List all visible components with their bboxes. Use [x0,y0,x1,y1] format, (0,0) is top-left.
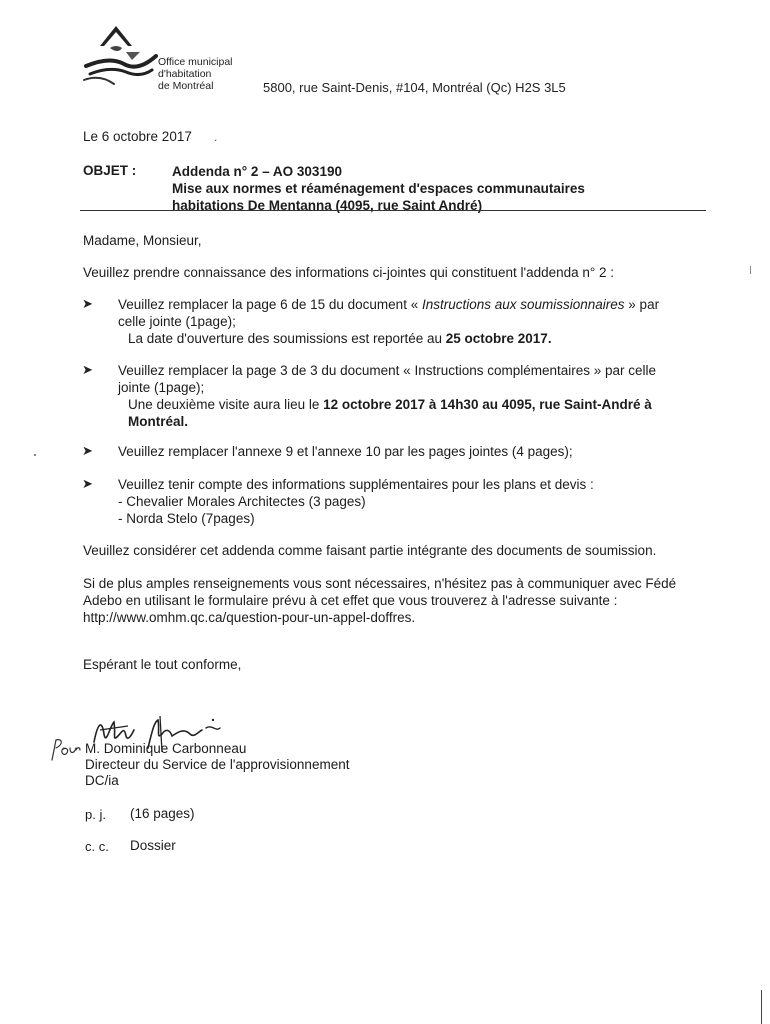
contact-paragraph: Si de plus amples renseignements vous sont nécessaires, n'hésitez pas à communiquer avec Fédé Adebo en utilisant le formulaire prévu à cet effet que vous trouverez à l'adresse suivante : http://www.omhm.qc.ca/question-pour-un-appel-doffres. [83,576,677,625]
salutation: Madame, Monsieur, [83,233,202,248]
arrow-bullet-icon: ➤ [82,443,93,458]
org-name-line: Office municipal [158,56,233,68]
bullet-item-4: Veuillez tenir compte des informations supplémentaires pour les plans et devis : - Chevalier Morales Architectes (3 pages) - Norda Stelo (7pages) [118,477,594,526]
subject-line: Addenda n° 2 – AO 303190 [172,164,342,179]
arrow-bullet-icon: ➤ [82,476,93,491]
omhm-logo-icon [80,22,162,94]
scan-speck: . [214,130,218,144]
handwritten-pour-mark-icon [48,736,82,762]
bullet-item-2: Veuillez remplacer la page 3 de 3 du document « Instructions complémentaires » par celle jointe (1page); Une deuxième visite aura lieu le 12 octobre 2017 à 14h30 au 4095, rue Saint-André à Montréal. [118,363,657,429]
closing-line: Espérant le tout conforme, [83,657,242,672]
organization-address: 5800, rue Saint-Denis, #104, Montréal (Qc) H2S 3L5 [263,80,566,95]
intro-paragraph: Veuillez prendre connaissance des informations ci-jointes qui constituent l'addenda n° 2 : [83,265,615,280]
bullet-item-1: Veuillez remplacer la page 6 de 15 du document « Instructions aux soumissionnaires » par celle jointe (1page); La date d'ouverture des soumissions est reportée au 25 octobre 2017. [118,297,660,346]
arrow-bullet-icon: ➤ [82,296,93,311]
subject-text [172,163,585,214]
copy-value: Dossier [130,838,176,853]
enclosure-label: p. j. [85,807,106,822]
letter-date: Le 6 octobre 2017 [83,129,192,144]
organization-name [158,56,233,92]
signatory-title: Directeur du Service de l'approvisionnement [85,757,350,772]
signatory-name: M. Dominique Carbonneau [85,741,247,756]
subject-line: habitations De Mentanna (4095, rue Saint André) [172,198,483,213]
scan-edge-line [761,990,762,1024]
bullet-item-3: Veuillez remplacer l'annexe 9 et l'annexe 10 par les pages jointes (4 pages); [118,444,573,459]
subject-line: Mise aux normes et réaménagement d'espaces communautaires [172,181,585,196]
signatory-block [85,741,349,789]
consider-paragraph: Veuillez considérer cet addenda comme faisant partie intégrante des documents de soumission. [83,543,657,558]
org-name-line: de Montréal [158,80,214,92]
arrow-bullet-icon: ➤ [82,362,93,377]
enclosure-value: (16 pages) [130,806,195,821]
scan-artifact [34,454,36,456]
subject-divider [80,210,706,211]
reference-initials: DC/ia [85,773,119,788]
copy-label: c. c. [85,839,109,854]
subject-label: OBJET : [83,163,137,178]
scan-artifact [750,266,751,274]
org-name-line: d'habitation [158,68,212,80]
